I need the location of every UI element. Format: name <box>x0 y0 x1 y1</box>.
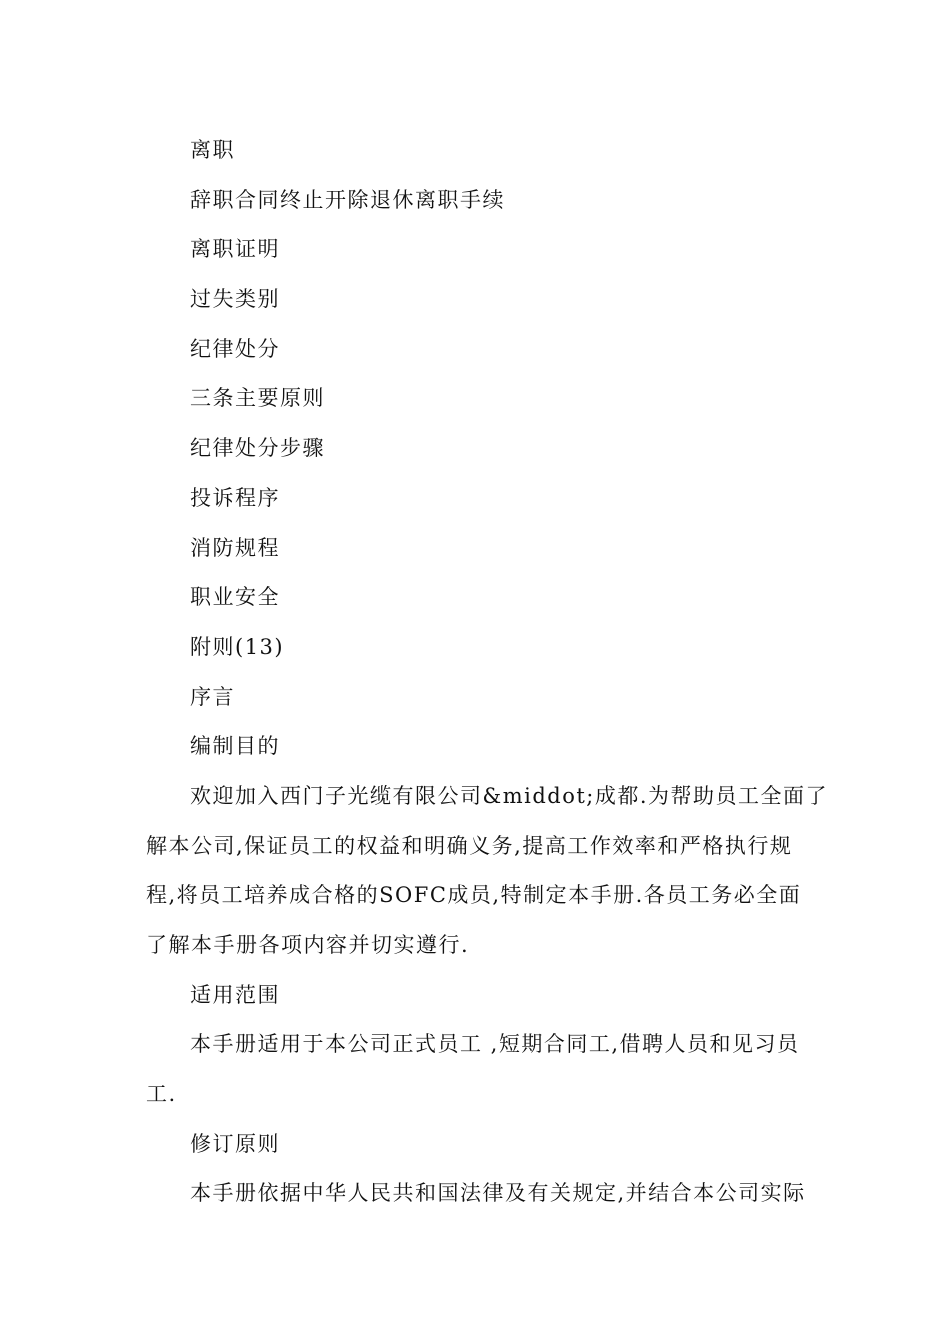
paragraph-line: 欢迎加入西门子光缆有限公司&middot;成都.为帮助员工全面了 <box>190 783 829 808</box>
toc-item: 附则(13) <box>190 634 285 659</box>
scope-paragraph <box>146 1020 808 1119</box>
paragraph-line: 本手册依据中华人民共和国法律及有关规定,并结合本公司实际 <box>190 1181 806 1206</box>
paragraph-line: 本手册适用于本公司正式员工 ,短期合同工,借聘人员和见习员 <box>190 1032 800 1057</box>
paragraph-line: 了解本手册各项内容并切实遵行. <box>146 933 470 957</box>
paragraph-line: 工. <box>146 1082 177 1107</box>
purpose-paragraph <box>146 772 829 971</box>
toc-item: 三条主要原则 <box>190 386 325 411</box>
toc-item: 离职证明 <box>190 237 280 262</box>
scope-heading: 适用范围 <box>190 982 280 1007</box>
document-body <box>146 126 829 1219</box>
toc-item: 投诉程序 <box>190 485 280 510</box>
toc-item: 辞职合同终止开除退休离职手续 <box>190 187 505 212</box>
preface-heading: 序言 <box>190 684 235 709</box>
toc-item: 纪律处分 <box>190 336 280 361</box>
revision-heading: 修订原则 <box>190 1131 280 1156</box>
toc-item: 纪律处分步骤 <box>190 436 325 461</box>
toc-item: 过失类别 <box>190 287 280 312</box>
toc-item: 消防规程 <box>190 535 280 560</box>
revision-paragraph <box>146 1169 808 1219</box>
toc-item: 离职 <box>190 138 235 162</box>
toc-item: 职业安全 <box>190 585 280 610</box>
purpose-heading: 编制目的 <box>190 734 280 759</box>
paragraph-line: 程,将员工培养成合格的SOFC成员,特制定本手册.各员工务必全面 <box>146 883 802 908</box>
paragraph-line: 解本公司,保证员工的权益和明确义务,提高工作效率和严格执行规 <box>146 833 793 858</box>
